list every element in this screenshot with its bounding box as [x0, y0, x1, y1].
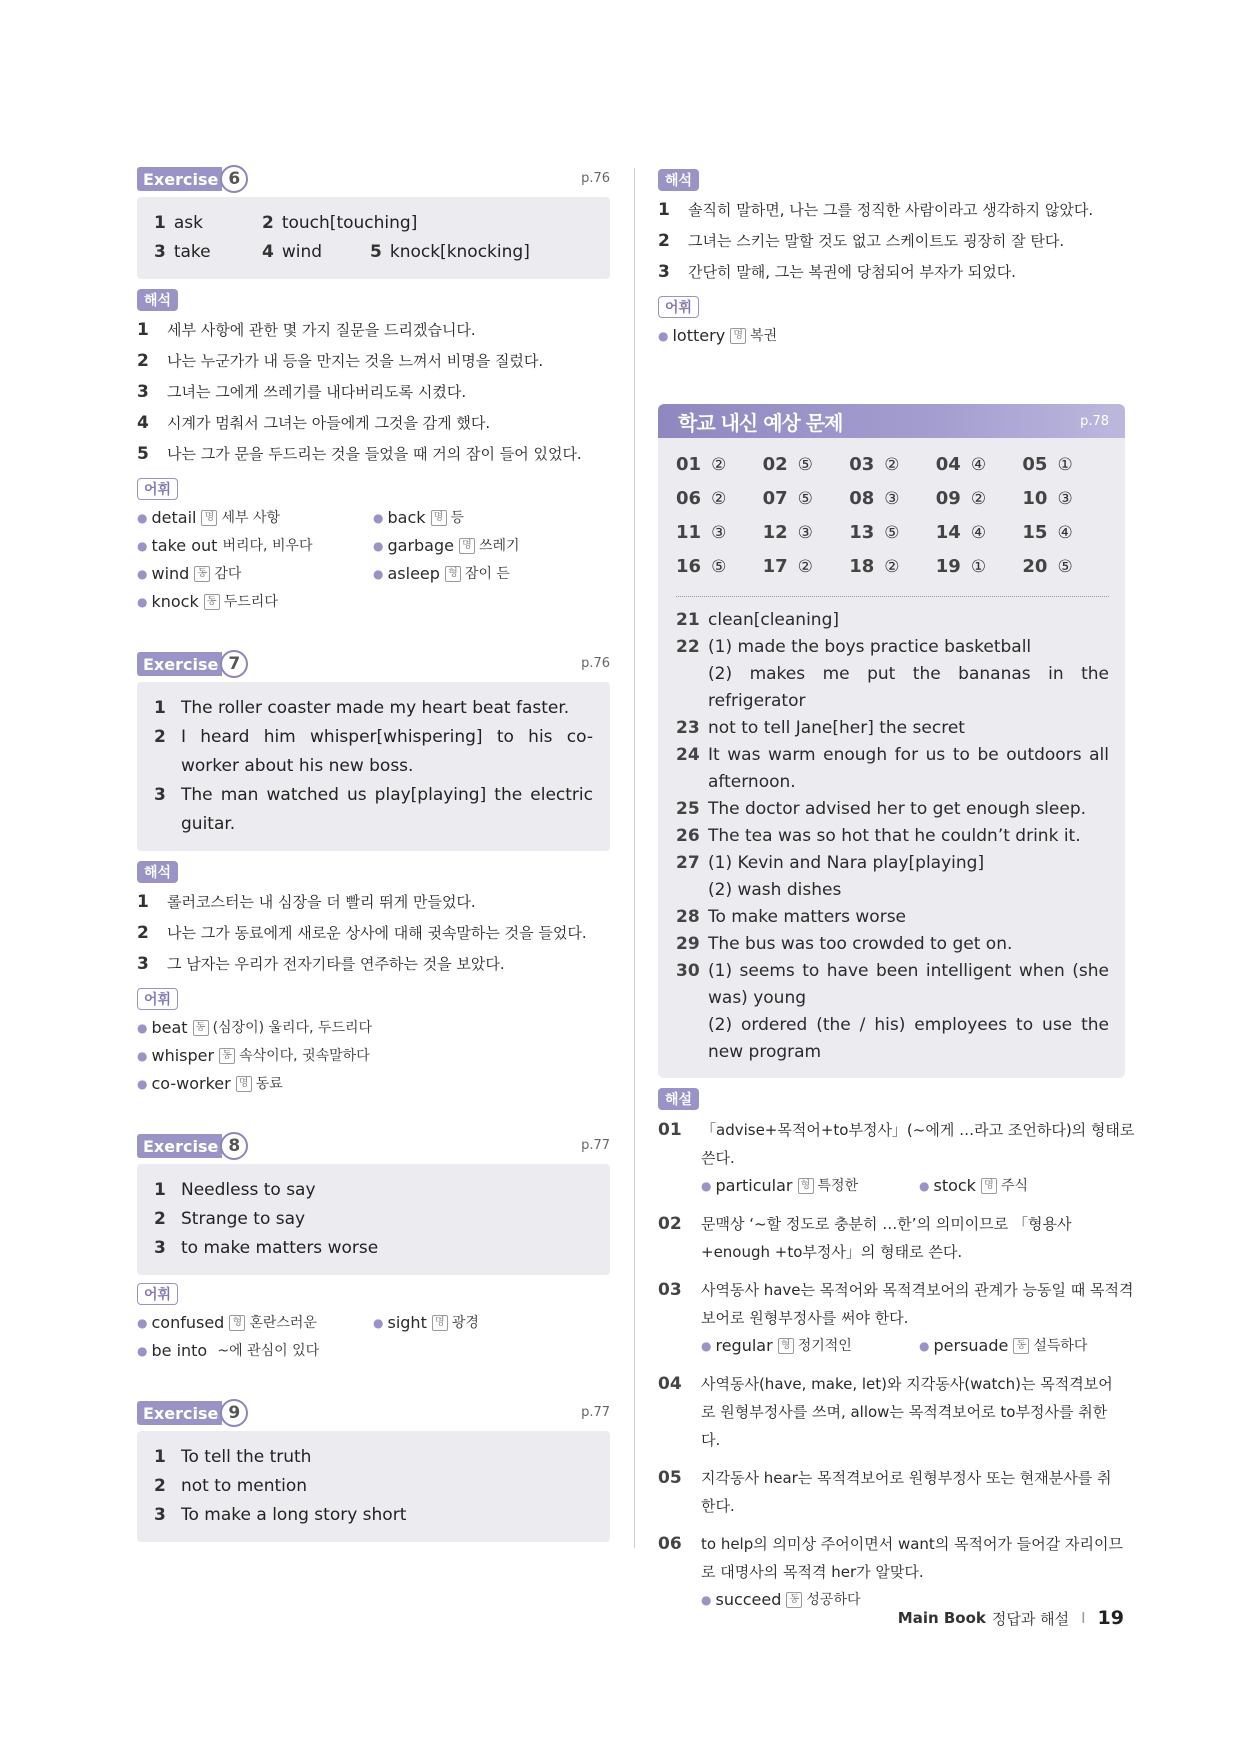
- list-item: 25 The doctor advised her to get enough sleep.: [676, 799, 1087, 819]
- list-item: 2 I heard him whisper[whispering] to his co-worker about his new boss.: [154, 727, 593, 776]
- mc-row: [676, 550, 1109, 584]
- exercise-header: [137, 1132, 610, 1160]
- mc-answer: 06 ②: [676, 488, 727, 509]
- vocab-item: ● confused 형 혼란스러운: [137, 1313, 317, 1332]
- list-item: 3 그 남자는 우리가 전자기타를 연주하는 것을 보았다.: [137, 954, 505, 974]
- list-item: 1 롤러코스터는 내 심장을 더 빨리 뛰게 만들었다.: [137, 892, 476, 912]
- mc-row: [676, 482, 1109, 516]
- vocab-item: ● stock 명 주식: [919, 1176, 1029, 1195]
- exercise-header: [137, 165, 610, 193]
- answer-box: 1 ask 2 touch[touching] 3 take 4 wind 5 knock[knocking]: [137, 197, 610, 279]
- list-item: 2 나는 누군가가 내 등을 만지는 것을 느껴서 비명을 질렀다.: [137, 351, 544, 371]
- list-item: 3 To make a long story short: [154, 1505, 407, 1525]
- mc-answer: 13 ⑤: [849, 522, 900, 543]
- mc-answer: 09 ②: [935, 488, 987, 509]
- vocab-tag: 어휘: [137, 1283, 178, 1305]
- vocab-item: ● wind 동 감다: [137, 564, 242, 583]
- vocab-tag: 어휘: [137, 478, 178, 500]
- right-column: [658, 165, 1135, 1624]
- translation-list: [137, 887, 610, 980]
- list-item: 21 clean[cleaning]: [676, 610, 839, 630]
- list-item: 22 (1) made the boys practice basketball: [676, 637, 1032, 657]
- vocab-tag: 어휘: [137, 988, 178, 1010]
- explanation-tag: 해설: [658, 1088, 699, 1110]
- vocab-item: ● co-worker 명 동료: [137, 1074, 283, 1093]
- list-item: (2) wash dishes: [708, 880, 842, 900]
- section-title: 정답과 해설: [991, 1609, 1070, 1628]
- list-item: 5 나는 그가 문을 두드리는 것을 들었을 때 거의 잠이 들어 있었다.: [137, 444, 582, 464]
- mc-answer: 04 ④: [935, 454, 987, 475]
- dotted-divider: [676, 596, 1109, 597]
- exercise-6: [137, 165, 610, 616]
- column-divider: [634, 168, 635, 1548]
- mc-answer: 07 ⑤: [762, 488, 813, 509]
- exercise-8: [137, 1132, 610, 1365]
- list-item: 3 그녀는 그에게 쓰레기를 내다버리도록 시켰다.: [137, 382, 467, 402]
- subjective-answer-list: [658, 607, 1125, 1078]
- vocab-item: ● succeed 동 성공하다: [701, 1590, 861, 1609]
- list-item: 30 (1) seems to have been intelligent when (she was) young: [676, 961, 1109, 1008]
- page-reference: p.76: [581, 171, 610, 186]
- answer-box: [137, 1164, 610, 1275]
- exercise-label: Exercise: [137, 652, 222, 676]
- list-item: 1 The roller coaster made my heart beat faster.: [154, 698, 570, 718]
- page-footer: [898, 1607, 1124, 1629]
- translation-tag: 해석: [658, 169, 699, 191]
- exercise-header: [137, 650, 610, 678]
- left-column: [137, 165, 610, 1542]
- explanation-item: 01 「advise+목적어+to부정사」(~에게 …라고 조언하다)의 형태로 쓴다. ● particular 형 특정한 ● stock 명 주식: [658, 1116, 1125, 1200]
- mc-answer: 19 ①: [935, 556, 987, 577]
- page-reference: p.77: [581, 1405, 610, 1420]
- vocab-item: ● garbage 명 쓰레기: [373, 536, 520, 555]
- school-exam-box: [658, 404, 1125, 1078]
- mc-answer: 08 ③: [849, 488, 900, 509]
- mc-answer: 18 ②: [849, 556, 900, 577]
- exercise-9-continued: [658, 165, 1125, 350]
- translation-list: [658, 195, 1125, 288]
- mc-answer: 11 ③: [676, 522, 727, 543]
- vocab-item: ● beat 동 (심장이) 울리다, 두드리다: [137, 1018, 373, 1037]
- exercise-7: [137, 650, 610, 1098]
- exercise-label: Exercise: [137, 167, 222, 191]
- list-item: 23 not to tell Jane[her] the secret: [676, 718, 965, 738]
- vocab-item: ● regular 형 정기적인: [701, 1336, 852, 1355]
- mc-answer: 03 ②: [849, 454, 900, 475]
- vocab-item: ● particular 형 특정한: [701, 1176, 859, 1195]
- answer-box: [137, 682, 610, 851]
- list-item: 2 그녀는 스키는 말할 것도 없고 스케이트도 굉장히 잘 탄다.: [658, 231, 1065, 251]
- list-item: 1 Needless to say: [154, 1180, 316, 1200]
- list-item: 29 The bus was too crowded to get on.: [676, 934, 1013, 954]
- exercise-number: 9: [220, 1399, 248, 1427]
- translation-list: [137, 315, 610, 470]
- vocab-list: [658, 322, 1125, 350]
- list-item: 3 간단히 말해, 그는 복권에 당첨되어 부자가 되었다.: [658, 262, 1016, 282]
- list-item: 4 시계가 멈춰서 그녀는 아들에게 그것을 감게 했다.: [137, 413, 491, 433]
- footer-separator: I: [1081, 1609, 1086, 1627]
- list-item: (2) ordered (the / his) employees to use the new program: [708, 1015, 1109, 1062]
- vocab-tag: 어휘: [658, 296, 699, 318]
- explanation-item: 04 사역동사(have, make, let)와 지각동사(watch)는 목적격보어로 원형부정사를 쓰며, allow는 목적격보어로 to부정사를 취한다.: [658, 1374, 1113, 1449]
- vocab-item: ● detail 명 세부 사항: [137, 508, 280, 527]
- list-item: 28 To make matters worse: [676, 907, 907, 927]
- list-item: 3 The man watched us play[playing] the electric guitar.: [154, 785, 593, 834]
- book-title: Main Book: [897, 1609, 986, 1627]
- translation-tag: 해석: [137, 861, 178, 883]
- explanation-item: 03 사역동사 have는 목적어와 목적격보어의 관계가 능동일 때 목적격보어로 원형부정사를 써야 한다. ● regular 형 정기적인 ● persuade 동 설득하다: [658, 1276, 1125, 1360]
- vocab-item: ● be into ~에 관심이 있다: [137, 1341, 320, 1360]
- list-item: 1 세부 사항에 관한 몇 가지 질문을 드리겠습니다.: [137, 320, 476, 340]
- mc-answer: 10 ③: [1022, 488, 1073, 509]
- explanation-item: 06 to help의 의미상 주어이면서 want의 목적어가 들어갈 자리이므로 대명사의 목적격 her가 알맞다. ● succeed 동 성공하다: [658, 1530, 1125, 1614]
- mc-row: [676, 448, 1109, 482]
- list-item: 24 It was warm enough for us to be outdoors all afternoon.: [676, 745, 1109, 792]
- mc-answer: 12 ③: [762, 522, 813, 543]
- vocab-item: ● whisper 동 속삭이다, 귓속말하다: [137, 1046, 370, 1065]
- vocab-list: [137, 1014, 610, 1098]
- exercise-label: Exercise: [137, 1134, 222, 1158]
- page-reference: p.78: [1080, 413, 1109, 429]
- mc-answer: 02 ⑤: [762, 454, 813, 475]
- explanation-list: [658, 1116, 1135, 1614]
- explanation-item: 02 문맥상 ‘~할 정도로 충분히 …한’의 의미이므로 「형용사+enough +to부정사」의 형태로 쓴다.: [658, 1214, 1072, 1261]
- explanation-item: 05 지각동사 hear는 목적격보어로 원형부정사 또는 현재분사를 취한다.: [658, 1468, 1112, 1515]
- translation-tag: 해석: [137, 289, 178, 311]
- mc-answer: 17 ②: [762, 556, 813, 577]
- mc-answer: 16 ⑤: [676, 556, 727, 577]
- multiple-choice-grid: [658, 438, 1125, 590]
- list-item: 2 not to mention: [154, 1476, 308, 1496]
- exercise-number: 7: [220, 650, 248, 678]
- vocab-item: ● sight 명 광경: [373, 1313, 479, 1332]
- mc-answer: 01 ②: [676, 454, 727, 475]
- list-item: 3 to make matters worse: [154, 1238, 379, 1258]
- exercise-number: 6: [220, 165, 248, 193]
- mc-answer: 05 ①: [1022, 454, 1073, 475]
- mc-row: [676, 516, 1109, 550]
- mc-answer: 15 ④: [1022, 522, 1073, 543]
- vocab-item: ● lottery 명 복권: [658, 326, 778, 345]
- vocab-item: ● knock 동 두드리다: [137, 592, 278, 611]
- vocab-list: [137, 1309, 610, 1365]
- list-item: 26 The tea was so hot that he couldn’t drink it.: [676, 826, 1081, 846]
- vocab-item: ● asleep 형 잠이 든: [373, 564, 510, 583]
- vocab-item: ● persuade 동 설득하다: [919, 1336, 1088, 1355]
- page-reference: p.76: [581, 656, 610, 671]
- school-exam-title: 학교 내신 예상 문제: [678, 410, 843, 435]
- school-exam-header: [658, 404, 1125, 438]
- vocab-item: ● back 명 등: [373, 508, 465, 527]
- list-item: 2 Strange to say: [154, 1209, 306, 1229]
- list-item: 27 (1) Kevin and Nara play[playing]: [676, 853, 985, 873]
- page-number: 19: [1097, 1607, 1124, 1629]
- list-item: 1 To tell the truth: [154, 1447, 312, 1467]
- exercise-9: [137, 1399, 610, 1542]
- list-item: 1 솔직히 말하면, 나는 그를 정직한 사람이라고 생각하지 않았다.: [658, 200, 1094, 220]
- exercise-number: 8: [220, 1132, 248, 1160]
- exercise-header: [137, 1399, 610, 1427]
- answer-box: [137, 1431, 610, 1542]
- list-item: (2) makes me put the bananas in the refrigerator: [708, 664, 1109, 711]
- exercise-label: Exercise: [137, 1401, 222, 1425]
- mc-answer: 14 ④: [935, 522, 987, 543]
- vocab-list: [137, 504, 610, 616]
- page-reference: p.77: [581, 1138, 610, 1153]
- mc-answer: 20 ⑤: [1022, 556, 1073, 577]
- list-item: 2 나는 그가 동료에게 새로운 상사에 대해 귓속말하는 것을 들었다.: [137, 923, 587, 943]
- vocab-item: ● take out 버리다, 비우다: [137, 536, 313, 555]
